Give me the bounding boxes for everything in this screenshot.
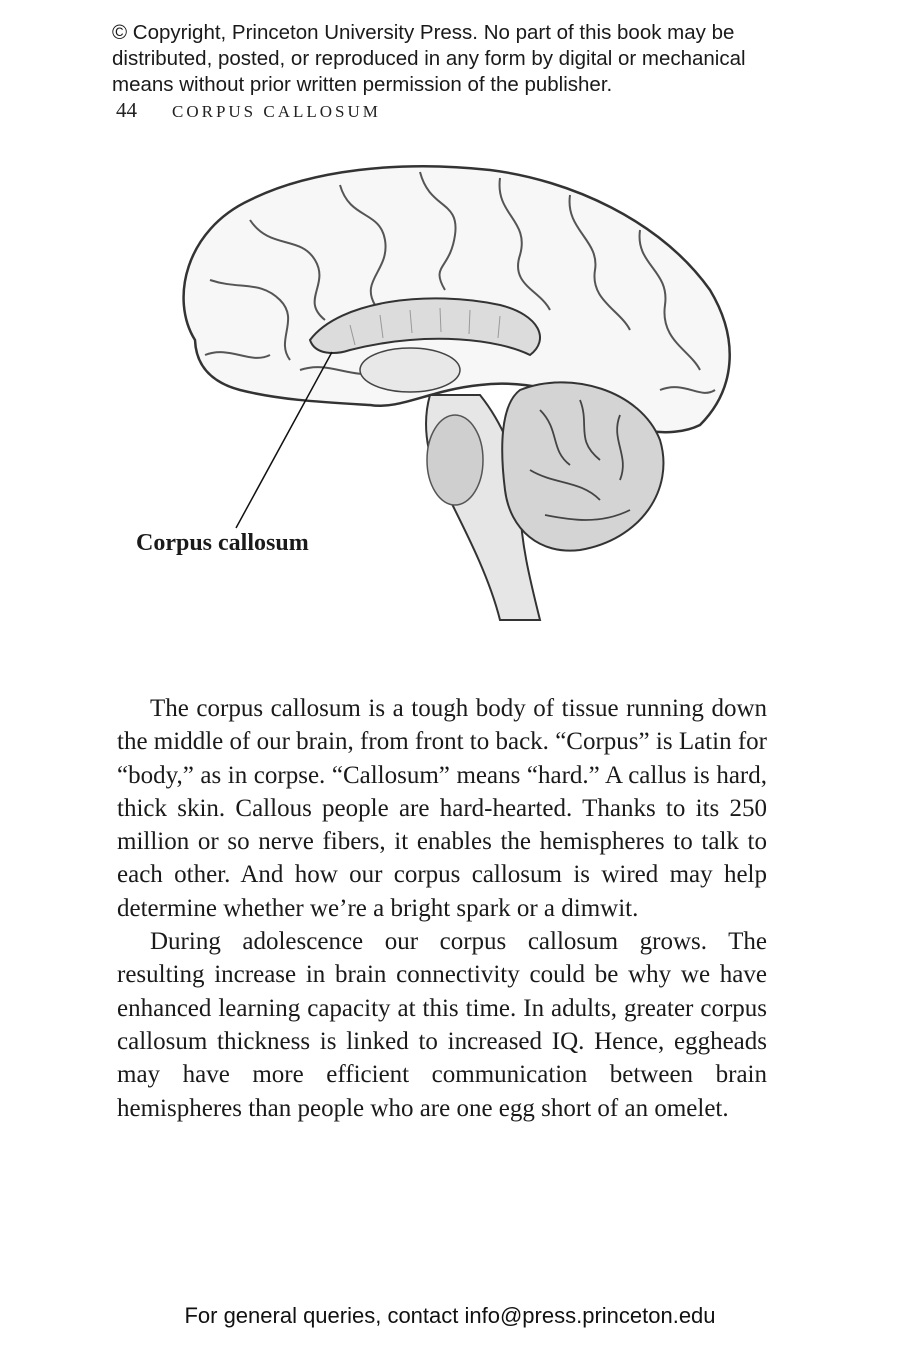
running-title: CORPUS CALLOSUM: [172, 102, 381, 121]
copyright-line: distributed, posted, or reproduced in any form by digital or mechanical: [112, 47, 746, 70]
figure-label: Corpus callosum: [136, 530, 309, 556]
footer-contact: For general queries, contact info@press.princeton.edu: [184, 1303, 716, 1328]
paragraph: During adolescence our corpus callosum grows. The resulting increase in brain connectivity could be why we have enhanced learning capacity at this time. In adults, greater corpus callosum thickness is linked to increased IQ. Hence, eggheads may have more efficient communication between brain hemispheres than people who are one egg short of an omelet.: [117, 928, 767, 1122]
brain-illustration: [100, 140, 760, 640]
copyright-notice: [112, 20, 802, 98]
body-text: [117, 692, 767, 1125]
paragraph: The corpus callosum is a tough body of tissue running down the middle of our brain, from front to back. “Corpus” is Latin for “body,” as in corpse. “Callosum” means “hard.” A callus is hard, thick skin. Callous people are hard-hearted. Thanks to its 250 million or so nerve fibers, it enables the hemispheres to talk to each other. And how our corpus callosum is wired may help determine whether we’re a bright spark or a dimwit.: [117, 695, 767, 922]
running-head: [116, 98, 381, 123]
copyright-line: © Copyright, Princeton University Press. No part of this book may be: [112, 21, 735, 44]
page-number: 44: [116, 98, 137, 122]
copyright-line: means without prior written permission of the publisher.: [112, 73, 613, 96]
